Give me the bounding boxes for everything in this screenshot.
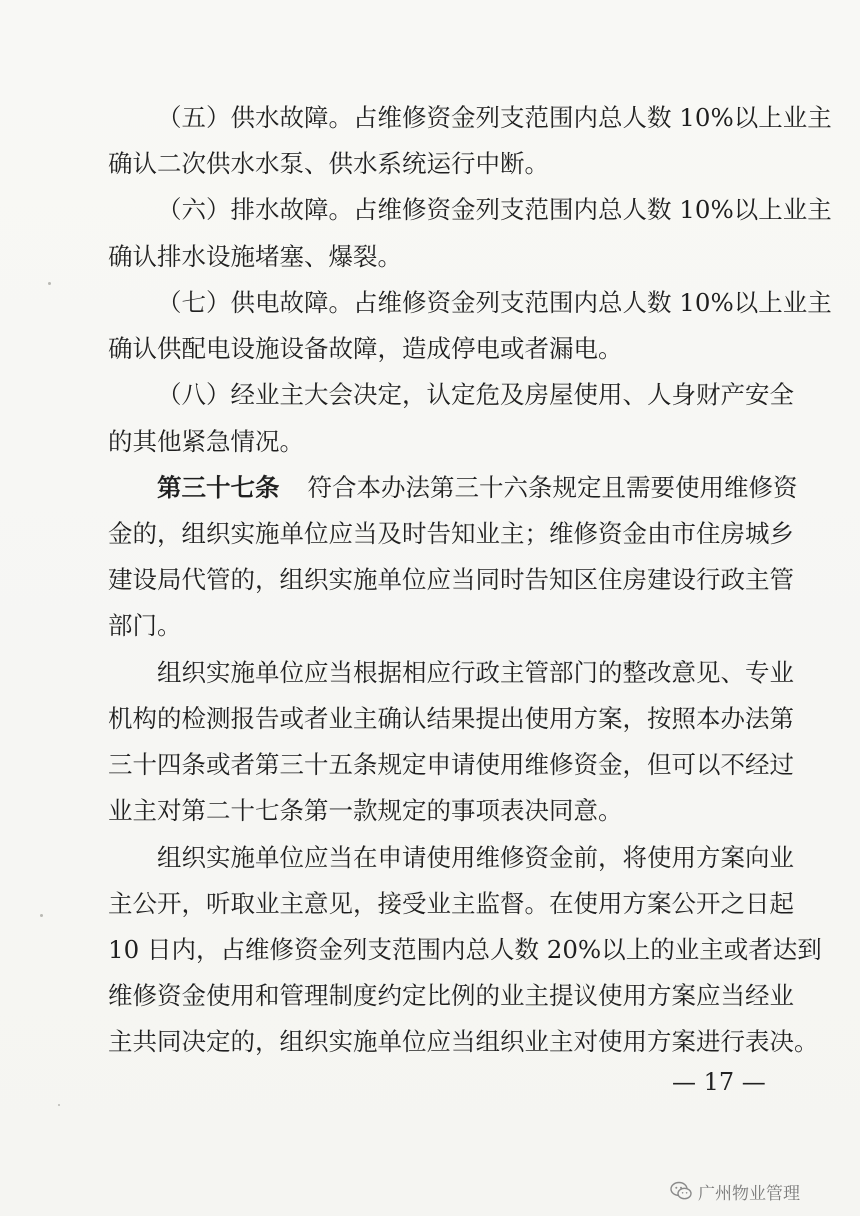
- text-line: （八）经业主大会决定，认定危及房屋使用、人身财产安全: [157, 380, 794, 410]
- text-line: 金的，组织实施单位应当及时告知业主；维修资金由市住房城乡: [108, 519, 794, 549]
- text-line: 组织实施单位应当根据相应行政主管部门的整改意见、专业: [157, 657, 794, 687]
- scan-speck: [40, 914, 43, 917]
- text-line: 三十四条或者第三十五条规定申请使用维修资金，但可以不经过: [108, 750, 794, 780]
- paragraph: [108, 187, 832, 279]
- paragraph: [108, 835, 822, 1066]
- text-line: 部门。: [108, 611, 182, 641]
- text-line: 主公开，听取业主意见，接受业主监督。在使用方案公开之日起: [108, 888, 794, 918]
- watermark: [670, 1176, 800, 1206]
- text-line: 的其他紧急情况。: [108, 426, 304, 456]
- paragraph: [108, 280, 832, 372]
- wechat-icon: [670, 1181, 692, 1201]
- text-line: 机构的检测报告或者业主确认结果提出使用方案，按照本办法第: [108, 703, 794, 733]
- text-line: 确认二次供水水泵、供水系统运行中断。: [108, 149, 549, 179]
- paragraph: [108, 650, 794, 835]
- text-line: 维修资金使用和管理制度约定比例的业主提议使用方案应当经业: [108, 981, 794, 1011]
- text-line: （五）供水故障。占维修资金列支范围内总人数 10%以上业主: [157, 103, 832, 132]
- article-text: 符合本办法第三十六条规定且需要使用维修资: [307, 472, 798, 502]
- page-number: — 17 —: [672, 1068, 766, 1096]
- text-line: 主共同决定的，组织实施单位应当组织业主对使用方案进行表决。: [108, 1027, 819, 1057]
- article-number: 第三十七条: [157, 472, 280, 502]
- text-line: [108, 465, 798, 511]
- text-line: 10 日内，占维修资金列支范围内总人数 20%以上的业主或者达到: [108, 934, 822, 964]
- article-paragraph: [108, 465, 798, 650]
- text-line: （六）排水故障。占维修资金列支范围内总人数 10%以上业主: [157, 195, 832, 225]
- text-line: 建设局代管的，组织实施单位应当同时告知区住房建设行政主管: [108, 565, 794, 595]
- text-line: 确认排水设施堵塞、爆裂。: [108, 241, 402, 271]
- watermark-text: 广州物业管理: [698, 1183, 800, 1204]
- paragraph: [108, 372, 794, 464]
- document-body: [108, 95, 832, 1066]
- paragraph: [108, 95, 832, 187]
- text-line: 业主对第二十七条第一款规定的事项表决同意。: [108, 796, 623, 826]
- scan-speck: [58, 1104, 60, 1106]
- scan-speck: [48, 282, 51, 285]
- text-line: 确认供配电设施设备故障，造成停电或者漏电。: [108, 334, 623, 364]
- text-line: （七）供电故障。占维修资金列支范围内总人数 10%以上业主: [157, 287, 832, 317]
- text-line: 组织实施单位应当在申请使用维修资金前，将使用方案向业: [157, 842, 794, 872]
